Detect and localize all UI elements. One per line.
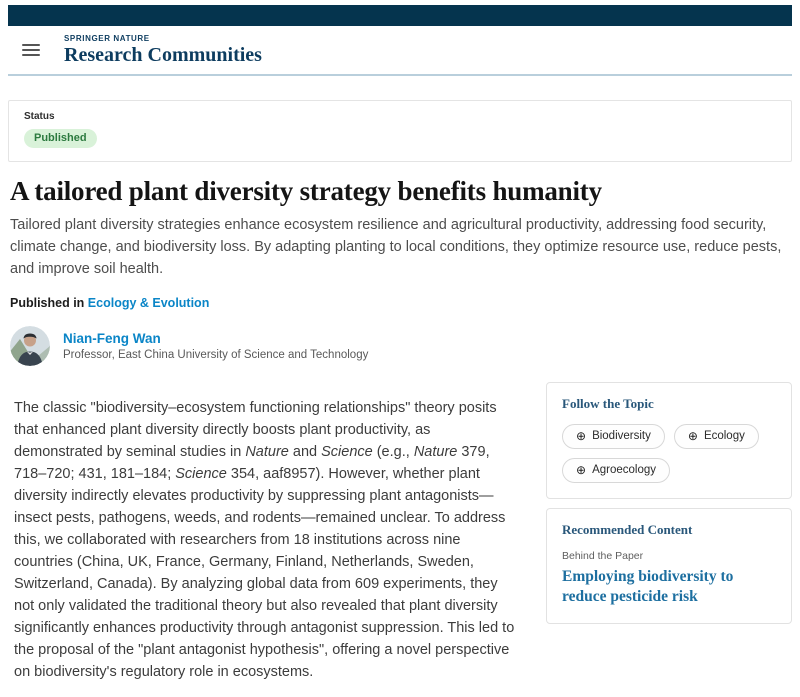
brand-springer-nature: SPRINGER NATURE [64, 34, 150, 43]
hamburger-icon [22, 49, 40, 51]
recommended-category: Behind the Paper [562, 550, 644, 563]
brand-research-communities: Research Communities [64, 44, 262, 66]
menu-button[interactable] [22, 44, 40, 56]
follow-plus-icon: ⊕ [687, 429, 698, 444]
topics-list [562, 424, 776, 483]
follow-topic-box [546, 382, 792, 499]
recommended-article-link[interactable]: Employing biodiversity to reduce pesticide risk [562, 568, 734, 606]
avatar[interactable] [10, 326, 50, 366]
author-row [10, 326, 792, 366]
published-in-label: Published in [10, 296, 85, 311]
body-text-segment: 379, 718–720; 431, 181–184; [14, 443, 490, 482]
author-meta [63, 331, 368, 361]
body-text-segment: The classic "biodiversity–ecosystem functioning relationships" theory posits that enhanced plant diversity directly boosts plant productivity, as demonstrated by seminal studies in [14, 399, 497, 460]
author-name-link[interactable]: Nian-Feng Wan [63, 331, 161, 347]
hamburger-icon [22, 44, 40, 46]
top-navy-bar [8, 5, 792, 26]
journal-link[interactable]: Ecology & Evolution [87, 296, 210, 311]
main-content [8, 382, 792, 697]
journal-name-italic: Science [321, 443, 373, 460]
journal-name-italic: Nature [245, 443, 289, 460]
topic-label: Biodiversity [592, 430, 651, 443]
topic-label: Ecology [703, 430, 745, 443]
avatar-photo [10, 326, 50, 366]
page-title: A tailored plant diversity strategy benefits humanity [10, 176, 602, 206]
hamburger-icon [22, 54, 40, 56]
page-subtitle: Tailored plant diversity strategies enhance ecosystem resilience and agricultural productivity, addressing food security, climate change, and biodiversity loss. By adapting planting to local conditions, they optimize resource use, reduce pests, and improve soil health. [10, 217, 782, 277]
recommended-content-box [546, 508, 792, 623]
follow-plus-icon: ⊕ [576, 463, 587, 478]
journal-name-italic: Science [175, 465, 227, 482]
topic-pill-biodiversity[interactable] [562, 424, 665, 449]
journal-name-italic: Nature [413, 443, 458, 460]
author-role: Professor, East China University of Science and Technology [63, 349, 369, 362]
topic-label: Agroecology [592, 464, 656, 477]
body-text-segment: (e.g., [372, 443, 414, 460]
topic-pill-ecology[interactable] [674, 424, 759, 449]
status-panel [8, 100, 792, 162]
recommended-content-title: Recommended Content [562, 522, 693, 538]
body-text-segment: 354, aaf8957). However, whether plant diversity indirectly elevates productivity by suppressing plant antagonists—insect pests, pathogens, weeds, and rodents—remained unclear. To address this, we collaborated with researchers from 18 institutions across nine countries (China, UK, France, Germany, Finland, Netherlands, Sweden, Switzerland, Canada). By analyzing global data from 609 experiments, they not only validated the traditional theory but also revealed that plant diversity significantly enhances productivity through antagonist suppression. This led to the proposal of the "plant antagonist hypothesis", offering a novel perspective on biodiversity's regulatory role in ecosystems. [14, 465, 515, 680]
brand-logo[interactable] [64, 35, 262, 65]
topic-pill-agroecology[interactable] [562, 458, 670, 483]
article-body-text [8, 397, 516, 683]
site-header [8, 26, 792, 76]
follow-topic-title: Follow the Topic [562, 396, 654, 412]
body-text-segment: and [288, 443, 322, 460]
follow-plus-icon: ⊕ [576, 429, 587, 444]
status-label: Status [24, 111, 55, 122]
sidebar [546, 382, 792, 623]
published-in-line [10, 296, 792, 310]
status-badge: Published [24, 129, 97, 148]
